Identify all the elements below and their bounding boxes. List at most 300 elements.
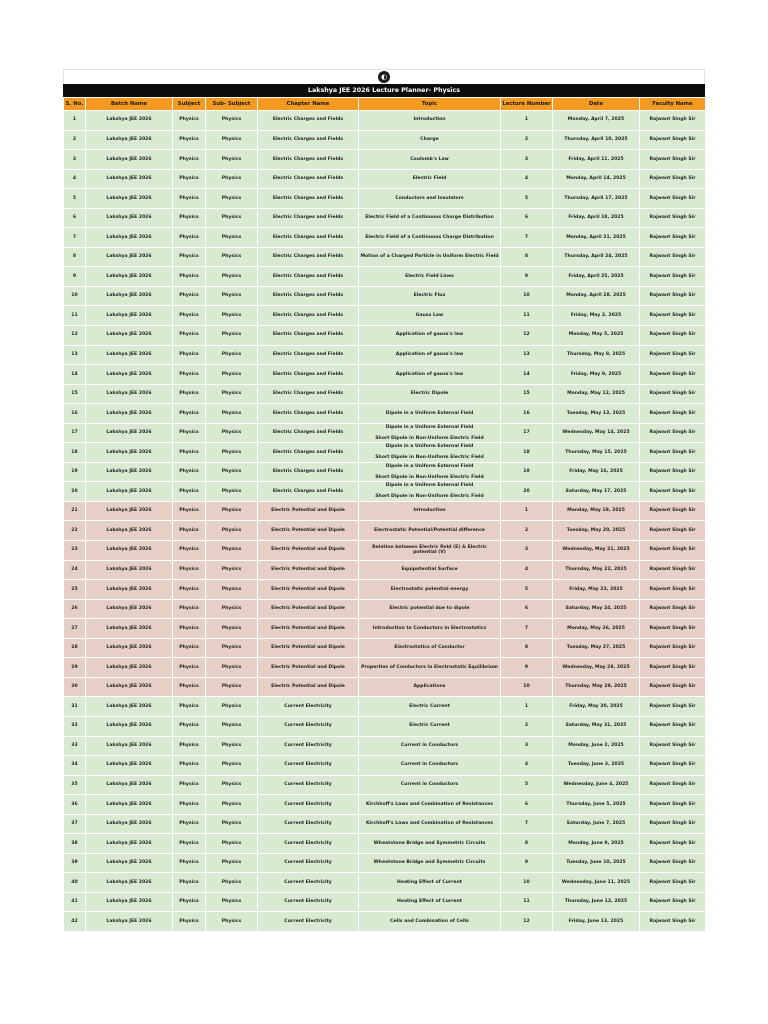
cell-lecture-number: 14 — [501, 365, 553, 385]
col-header-sno: S. No. — [64, 98, 86, 111]
cell-sub-subject: Physics — [206, 853, 258, 873]
table-row — [64, 423, 706, 443]
table-row — [64, 404, 706, 424]
cell-sno: 4 — [64, 169, 86, 189]
cell-batch: Lakshya JEE 2026 — [86, 208, 173, 228]
topic-line: Introduction — [413, 117, 446, 123]
cell-faculty: Rajwant Singh Sir — [640, 267, 706, 287]
cell-sub-subject: Physics — [206, 736, 258, 756]
cell-batch: Lakshya JEE 2026 — [86, 814, 173, 834]
cell-lecture-number: 9 — [501, 853, 553, 873]
cell-sub-subject: Physics — [206, 834, 258, 854]
cell-sno: 36 — [64, 795, 86, 815]
cell-date: Saturday, June 7, 2025 — [553, 814, 640, 834]
cell-topic — [359, 111, 501, 131]
cell-batch: Lakshya JEE 2026 — [86, 443, 173, 463]
cell-batch: Lakshya JEE 2026 — [86, 130, 173, 150]
cell-topic — [359, 677, 501, 697]
cell-faculty: Rajwant Singh Sir — [640, 892, 706, 912]
cell-faculty: Rajwant Singh Sir — [640, 716, 706, 736]
topic-line: Heating Effect of Current — [397, 879, 462, 885]
cell-batch: Lakshya JEE 2026 — [86, 580, 173, 600]
cell-sno: 11 — [64, 306, 86, 326]
cell-faculty: Rajwant Singh Sir — [640, 130, 706, 150]
topic-line: Short Dipole in Non-Uniform Electric Field — [375, 435, 484, 441]
cell-sub-subject: Physics — [206, 892, 258, 912]
cell-chapter: Current Electricity — [258, 834, 359, 854]
cell-subject: Physics — [173, 697, 206, 717]
cell-batch: Lakshya JEE 2026 — [86, 599, 173, 619]
cell-lecture-number: 10 — [501, 873, 553, 893]
cell-faculty: Rajwant Singh Sir — [640, 247, 706, 267]
cell-subject: Physics — [173, 716, 206, 736]
cell-faculty: Rajwant Singh Sir — [640, 775, 706, 795]
cell-chapter: Electric Charges and Fields — [258, 150, 359, 170]
table-row — [64, 267, 706, 287]
cell-sno: 31 — [64, 697, 86, 717]
cell-batch: Lakshya JEE 2026 — [86, 384, 173, 404]
table-row — [64, 541, 706, 561]
cell-lecture-number: 18 — [501, 443, 553, 463]
topic-line: Electric potential due to dipole — [389, 606, 470, 612]
cell-batch: Lakshya JEE 2026 — [86, 423, 173, 443]
cell-chapter: Electric Charges and Fields — [258, 404, 359, 424]
cell-lecture-number: 5 — [501, 580, 553, 600]
cell-sub-subject: Physics — [206, 306, 258, 326]
col-header-sub-subject: Sub- Subject — [206, 98, 258, 111]
cell-faculty: Rajwant Singh Sir — [640, 404, 706, 424]
cell-lecture-number: 2 — [501, 130, 553, 150]
lecture-table — [63, 97, 706, 932]
cell-sno: 15 — [64, 384, 86, 404]
cell-chapter: Current Electricity — [258, 853, 359, 873]
table-header-row — [64, 98, 706, 111]
cell-faculty: Rajwant Singh Sir — [640, 658, 706, 678]
cell-topic — [359, 697, 501, 717]
cell-sub-subject: Physics — [206, 247, 258, 267]
cell-subject: Physics — [173, 580, 206, 600]
cell-faculty: Rajwant Singh Sir — [640, 521, 706, 541]
cell-sub-subject: Physics — [206, 111, 258, 131]
table-row — [64, 560, 706, 580]
cell-subject: Physics — [173, 150, 206, 170]
cell-chapter: Electric Charges and Fields — [258, 189, 359, 209]
cell-sub-subject: Physics — [206, 345, 258, 365]
col-header-date: Date — [553, 98, 640, 111]
topic-line: Equipotential Surface — [401, 566, 458, 572]
cell-batch: Lakshya JEE 2026 — [86, 345, 173, 365]
cell-faculty: Rajwant Singh Sir — [640, 599, 706, 619]
cell-chapter: Electric Charges and Fields — [258, 423, 359, 443]
cell-lecture-number: 7 — [501, 228, 553, 248]
cell-sub-subject: Physics — [206, 580, 258, 600]
cell-topic — [359, 892, 501, 912]
cell-batch: Lakshya JEE 2026 — [86, 736, 173, 756]
cell-sub-subject: Physics — [206, 228, 258, 248]
topic-line: Conductors and Insulators — [395, 195, 464, 201]
cell-chapter: Current Electricity — [258, 716, 359, 736]
cell-topic — [359, 267, 501, 287]
cell-sno: 34 — [64, 756, 86, 776]
cell-chapter: Electric Charges and Fields — [258, 111, 359, 131]
topic-line: Application of gauss's law — [395, 351, 464, 357]
cell-topic — [359, 150, 501, 170]
cell-lecture-number: 3 — [501, 736, 553, 756]
cell-sno: 40 — [64, 873, 86, 893]
cell-sub-subject: Physics — [206, 443, 258, 463]
table-row — [64, 208, 706, 228]
cell-subject: Physics — [173, 795, 206, 815]
cell-date: Friday, May 9, 2025 — [553, 365, 640, 385]
table-row — [64, 150, 706, 170]
cell-batch: Lakshya JEE 2026 — [86, 501, 173, 521]
lecture-planner-sheet — [63, 69, 705, 932]
table-row — [64, 853, 706, 873]
cell-subject: Physics — [173, 521, 206, 541]
topic-line: Dipole in a Uniform External Field — [385, 410, 474, 416]
cell-date: Thursday, June 12, 2025 — [553, 892, 640, 912]
cell-date: Monday, June 2, 2025 — [553, 736, 640, 756]
cell-topic — [359, 326, 501, 346]
cell-faculty: Rajwant Singh Sir — [640, 150, 706, 170]
cell-lecture-number: 9 — [501, 267, 553, 287]
cell-sub-subject: Physics — [206, 560, 258, 580]
topic-line: Motion of a Charged Particle in Uniform Electric Field — [360, 254, 499, 260]
cell-lecture-number: 5 — [501, 189, 553, 209]
cell-chapter: Electric Charges and Fields — [258, 482, 359, 502]
cell-faculty: Rajwant Singh Sir — [640, 286, 706, 306]
topic-line: Short Dipole in Non-Uniform Electric Field — [375, 474, 484, 480]
topic-line: Wheatstone Bridge and Symmetric Circuits — [373, 840, 486, 846]
cell-topic — [359, 247, 501, 267]
cell-lecture-number: 11 — [501, 306, 553, 326]
cell-batch: Lakshya JEE 2026 — [86, 619, 173, 639]
cell-date: Monday, May 26, 2025 — [553, 619, 640, 639]
cell-lecture-number: 11 — [501, 892, 553, 912]
cell-subject: Physics — [173, 189, 206, 209]
cell-date: Friday, May 16, 2025 — [553, 462, 640, 482]
cell-subject: Physics — [173, 267, 206, 287]
table-row — [64, 756, 706, 776]
cell-batch: Lakshya JEE 2026 — [86, 404, 173, 424]
cell-lecture-number: 9 — [501, 658, 553, 678]
cell-faculty: Rajwant Singh Sir — [640, 462, 706, 482]
cell-chapter: Current Electricity — [258, 795, 359, 815]
table-row — [64, 482, 706, 502]
cell-sub-subject: Physics — [206, 208, 258, 228]
cell-date: Thursday, April 24, 2025 — [553, 247, 640, 267]
cell-sub-subject: Physics — [206, 619, 258, 639]
cell-chapter: Current Electricity — [258, 892, 359, 912]
cell-sub-subject: Physics — [206, 326, 258, 346]
cell-faculty: Rajwant Singh Sir — [640, 834, 706, 854]
cell-sno: 25 — [64, 580, 86, 600]
cell-sno: 9 — [64, 267, 86, 287]
topic-line: Relation between Electric field (E) & Electric potential (V) — [372, 544, 487, 556]
table-row — [64, 580, 706, 600]
cell-topic — [359, 404, 501, 424]
cell-date: Monday, June 9, 2025 — [553, 834, 640, 854]
logo-row — [63, 69, 705, 84]
cell-lecture-number: 4 — [501, 169, 553, 189]
col-header-subject: Subject — [173, 98, 206, 111]
topic-line: Dipole in a Uniform External Field — [385, 424, 474, 430]
col-header-faculty: Faculty Name — [640, 98, 706, 111]
cell-batch: Lakshya JEE 2026 — [86, 677, 173, 697]
topic-line: Properties of Conductors in Electrostatic Equilibrium — [361, 664, 498, 670]
cell-sno: 37 — [64, 814, 86, 834]
cell-sno: 3 — [64, 150, 86, 170]
cell-sno: 23 — [64, 541, 86, 561]
cell-subject: Physics — [173, 638, 206, 658]
cell-topic — [359, 501, 501, 521]
topic-line: Charge — [420, 136, 439, 142]
topic-line: Electric Field Lines — [405, 273, 454, 279]
cell-lecture-number: 10 — [501, 286, 553, 306]
table-row — [64, 306, 706, 326]
cell-sub-subject: Physics — [206, 521, 258, 541]
cell-faculty: Rajwant Singh Sir — [640, 501, 706, 521]
cell-date: Tuesday, June 3, 2025 — [553, 756, 640, 776]
cell-batch: Lakshya JEE 2026 — [86, 560, 173, 580]
cell-chapter: Electric Charges and Fields — [258, 228, 359, 248]
cell-chapter: Current Electricity — [258, 697, 359, 717]
cell-chapter: Electric Charges and Fields — [258, 286, 359, 306]
table-row — [64, 638, 706, 658]
topic-line: Electrostatic Potential/Potential difference — [374, 527, 485, 533]
cell-chapter: Electric Charges and Fields — [258, 365, 359, 385]
cell-lecture-number: 1 — [501, 697, 553, 717]
cell-topic — [359, 384, 501, 404]
table-row — [64, 697, 706, 717]
cell-faculty: Rajwant Singh Sir — [640, 736, 706, 756]
topic-line: Introduction — [413, 508, 446, 514]
cell-chapter: Electric Potential and Dipole — [258, 619, 359, 639]
cell-topic — [359, 736, 501, 756]
cell-topic — [359, 130, 501, 150]
cell-sno: 29 — [64, 658, 86, 678]
cell-subject: Physics — [173, 384, 206, 404]
cell-lecture-number: 19 — [501, 462, 553, 482]
topic-line: Dipole in a Uniform External Field — [385, 444, 474, 450]
cell-chapter: Electric Potential and Dipole — [258, 638, 359, 658]
cell-lecture-number: 16 — [501, 404, 553, 424]
cell-chapter: Electric Charges and Fields — [258, 169, 359, 189]
cell-subject: Physics — [173, 619, 206, 639]
topic-line: Coulomb's Law — [410, 156, 449, 162]
cell-subject: Physics — [173, 169, 206, 189]
cell-sub-subject: Physics — [206, 814, 258, 834]
cell-chapter: Electric Charges and Fields — [258, 384, 359, 404]
cell-batch: Lakshya JEE 2026 — [86, 756, 173, 776]
table-row — [64, 365, 706, 385]
cell-sno: 38 — [64, 834, 86, 854]
cell-batch: Lakshya JEE 2026 — [86, 834, 173, 854]
cell-chapter: Current Electricity — [258, 736, 359, 756]
cell-sno: 32 — [64, 716, 86, 736]
cell-date: Tuesday, May 20, 2025 — [553, 521, 640, 541]
table-row — [64, 345, 706, 365]
cell-chapter: Electric Potential and Dipole — [258, 599, 359, 619]
topic-line: Electrostatics of Conductor — [394, 645, 465, 651]
cell-date: Thursday, June 5, 2025 — [553, 795, 640, 815]
cell-subject: Physics — [173, 326, 206, 346]
sheet-title: Lakshya JEE 2026 Lecture Planner- Physics — [63, 84, 705, 97]
cell-date: Friday, May 23, 2025 — [553, 580, 640, 600]
cell-subject: Physics — [173, 306, 206, 326]
cell-lecture-number: 4 — [501, 756, 553, 776]
cell-batch: Lakshya JEE 2026 — [86, 286, 173, 306]
table-row — [64, 286, 706, 306]
cell-chapter: Current Electricity — [258, 912, 359, 932]
col-header-lecture-number: Lecture Number — [501, 98, 553, 111]
table-row — [64, 169, 706, 189]
cell-batch: Lakshya JEE 2026 — [86, 111, 173, 131]
cell-sub-subject: Physics — [206, 501, 258, 521]
cell-lecture-number: 2 — [501, 521, 553, 541]
cell-chapter: Current Electricity — [258, 814, 359, 834]
pw-logo-icon: ◐ — [378, 71, 390, 83]
cell-batch: Lakshya JEE 2026 — [86, 462, 173, 482]
cell-subject: Physics — [173, 365, 206, 385]
cell-sno: 16 — [64, 404, 86, 424]
cell-sub-subject: Physics — [206, 873, 258, 893]
cell-date: Thursday, May 22, 2025 — [553, 560, 640, 580]
cell-topic — [359, 795, 501, 815]
cell-lecture-number: 17 — [501, 423, 553, 443]
cell-lecture-number: 7 — [501, 814, 553, 834]
cell-lecture-number: 6 — [501, 599, 553, 619]
cell-sno: 6 — [64, 208, 86, 228]
table-row — [64, 619, 706, 639]
cell-sno: 12 — [64, 326, 86, 346]
cell-topic — [359, 756, 501, 776]
cell-batch: Lakshya JEE 2026 — [86, 716, 173, 736]
cell-batch: Lakshya JEE 2026 — [86, 365, 173, 385]
cell-subject: Physics — [173, 775, 206, 795]
cell-batch: Lakshya JEE 2026 — [86, 658, 173, 678]
cell-lecture-number: 20 — [501, 482, 553, 502]
cell-date: Monday, April 21, 2025 — [553, 228, 640, 248]
cell-chapter: Electric Potential and Dipole — [258, 677, 359, 697]
cell-topic — [359, 169, 501, 189]
cell-topic — [359, 189, 501, 209]
cell-faculty: Rajwant Singh Sir — [640, 208, 706, 228]
cell-date: Thursday, May 29, 2025 — [553, 677, 640, 697]
cell-subject: Physics — [173, 814, 206, 834]
cell-date: Friday, June 13, 2025 — [553, 912, 640, 932]
cell-date: Saturday, May 24, 2025 — [553, 599, 640, 619]
cell-faculty: Rajwant Singh Sir — [640, 677, 706, 697]
topic-line: Short Dipole in Non-Uniform Electric Field — [375, 455, 484, 461]
topic-line: Current in Conductors — [400, 782, 459, 787]
topic-line: Gauss Law — [415, 312, 444, 318]
cell-faculty: Rajwant Singh Sir — [640, 619, 706, 639]
table-row — [64, 111, 706, 131]
cell-faculty: Rajwant Singh Sir — [640, 365, 706, 385]
topic-line: Electric Field of a Continuous Charge Distribution — [365, 215, 494, 221]
cell-faculty: Rajwant Singh Sir — [640, 306, 706, 326]
cell-date: Monday, April 28, 2025 — [553, 286, 640, 306]
cell-date: Friday, May 2, 2025 — [553, 306, 640, 326]
cell-sno: 13 — [64, 345, 86, 365]
cell-topic — [359, 814, 501, 834]
cell-sub-subject: Physics — [206, 286, 258, 306]
cell-lecture-number: 6 — [501, 795, 553, 815]
cell-topic — [359, 482, 501, 502]
cell-lecture-number: 13 — [501, 345, 553, 365]
table-row — [64, 599, 706, 619]
cell-date: Tuesday, May 13, 2025 — [553, 404, 640, 424]
cell-sub-subject: Physics — [206, 912, 258, 932]
cell-faculty: Rajwant Singh Sir — [640, 795, 706, 815]
cell-date: Wednesday, June 11, 2025 — [553, 873, 640, 893]
table-row — [64, 658, 706, 678]
cell-sno: 17 — [64, 423, 86, 443]
cell-batch: Lakshya JEE 2026 — [86, 638, 173, 658]
cell-date: Friday, April 25, 2025 — [553, 267, 640, 287]
cell-topic — [359, 306, 501, 326]
cell-sub-subject: Physics — [206, 775, 258, 795]
col-header-topic: Topic — [359, 98, 501, 111]
cell-sub-subject: Physics — [206, 658, 258, 678]
cell-sub-subject: Physics — [206, 677, 258, 697]
cell-topic — [359, 228, 501, 248]
cell-lecture-number: 4 — [501, 560, 553, 580]
topic-line: Kirchhoff's Laws and Combination of Resistances — [365, 821, 494, 827]
cell-sno: 21 — [64, 501, 86, 521]
topic-line: Electric Dipole — [410, 391, 449, 397]
topic-line: Application of gauss's law — [395, 371, 464, 377]
cell-date: Friday, May 30, 2025 — [553, 697, 640, 717]
cell-sub-subject: Physics — [206, 130, 258, 150]
cell-chapter: Electric Charges and Fields — [258, 306, 359, 326]
cell-lecture-number: 8 — [501, 638, 553, 658]
cell-date: Thursday, April 10, 2025 — [553, 130, 640, 150]
topic-line: Current in Conductors — [400, 762, 459, 768]
cell-subject: Physics — [173, 423, 206, 443]
cell-lecture-number: 7 — [501, 619, 553, 639]
cell-chapter: Electric Charges and Fields — [258, 208, 359, 228]
cell-faculty: Rajwant Singh Sir — [640, 189, 706, 209]
cell-subject: Physics — [173, 286, 206, 306]
cell-lecture-number: 3 — [501, 541, 553, 561]
cell-sno: 2 — [64, 130, 86, 150]
cell-batch: Lakshya JEE 2026 — [86, 873, 173, 893]
cell-topic — [359, 462, 501, 482]
cell-subject: Physics — [173, 501, 206, 521]
cell-lecture-number: 15 — [501, 384, 553, 404]
cell-lecture-number: 12 — [501, 912, 553, 932]
cell-subject: Physics — [173, 892, 206, 912]
cell-faculty: Rajwant Singh Sir — [640, 111, 706, 131]
cell-date: Tuesday, May 27, 2025 — [553, 638, 640, 658]
cell-chapter: Electric Potential and Dipole — [258, 501, 359, 521]
cell-lecture-number: 1 — [501, 111, 553, 131]
topic-line: Electrostatic potential energy — [390, 586, 469, 592]
table-row — [64, 501, 706, 521]
topic-line: Electric Field — [412, 176, 447, 182]
cell-sub-subject: Physics — [206, 150, 258, 170]
cell-batch: Lakshya JEE 2026 — [86, 326, 173, 346]
cell-batch: Lakshya JEE 2026 — [86, 482, 173, 502]
cell-sub-subject: Physics — [206, 697, 258, 717]
cell-sub-subject: Physics — [206, 365, 258, 385]
cell-batch: Lakshya JEE 2026 — [86, 853, 173, 873]
cell-subject: Physics — [173, 658, 206, 678]
cell-sno: 20 — [64, 482, 86, 502]
topic-line: Dipole in a Uniform External Field — [385, 483, 474, 489]
